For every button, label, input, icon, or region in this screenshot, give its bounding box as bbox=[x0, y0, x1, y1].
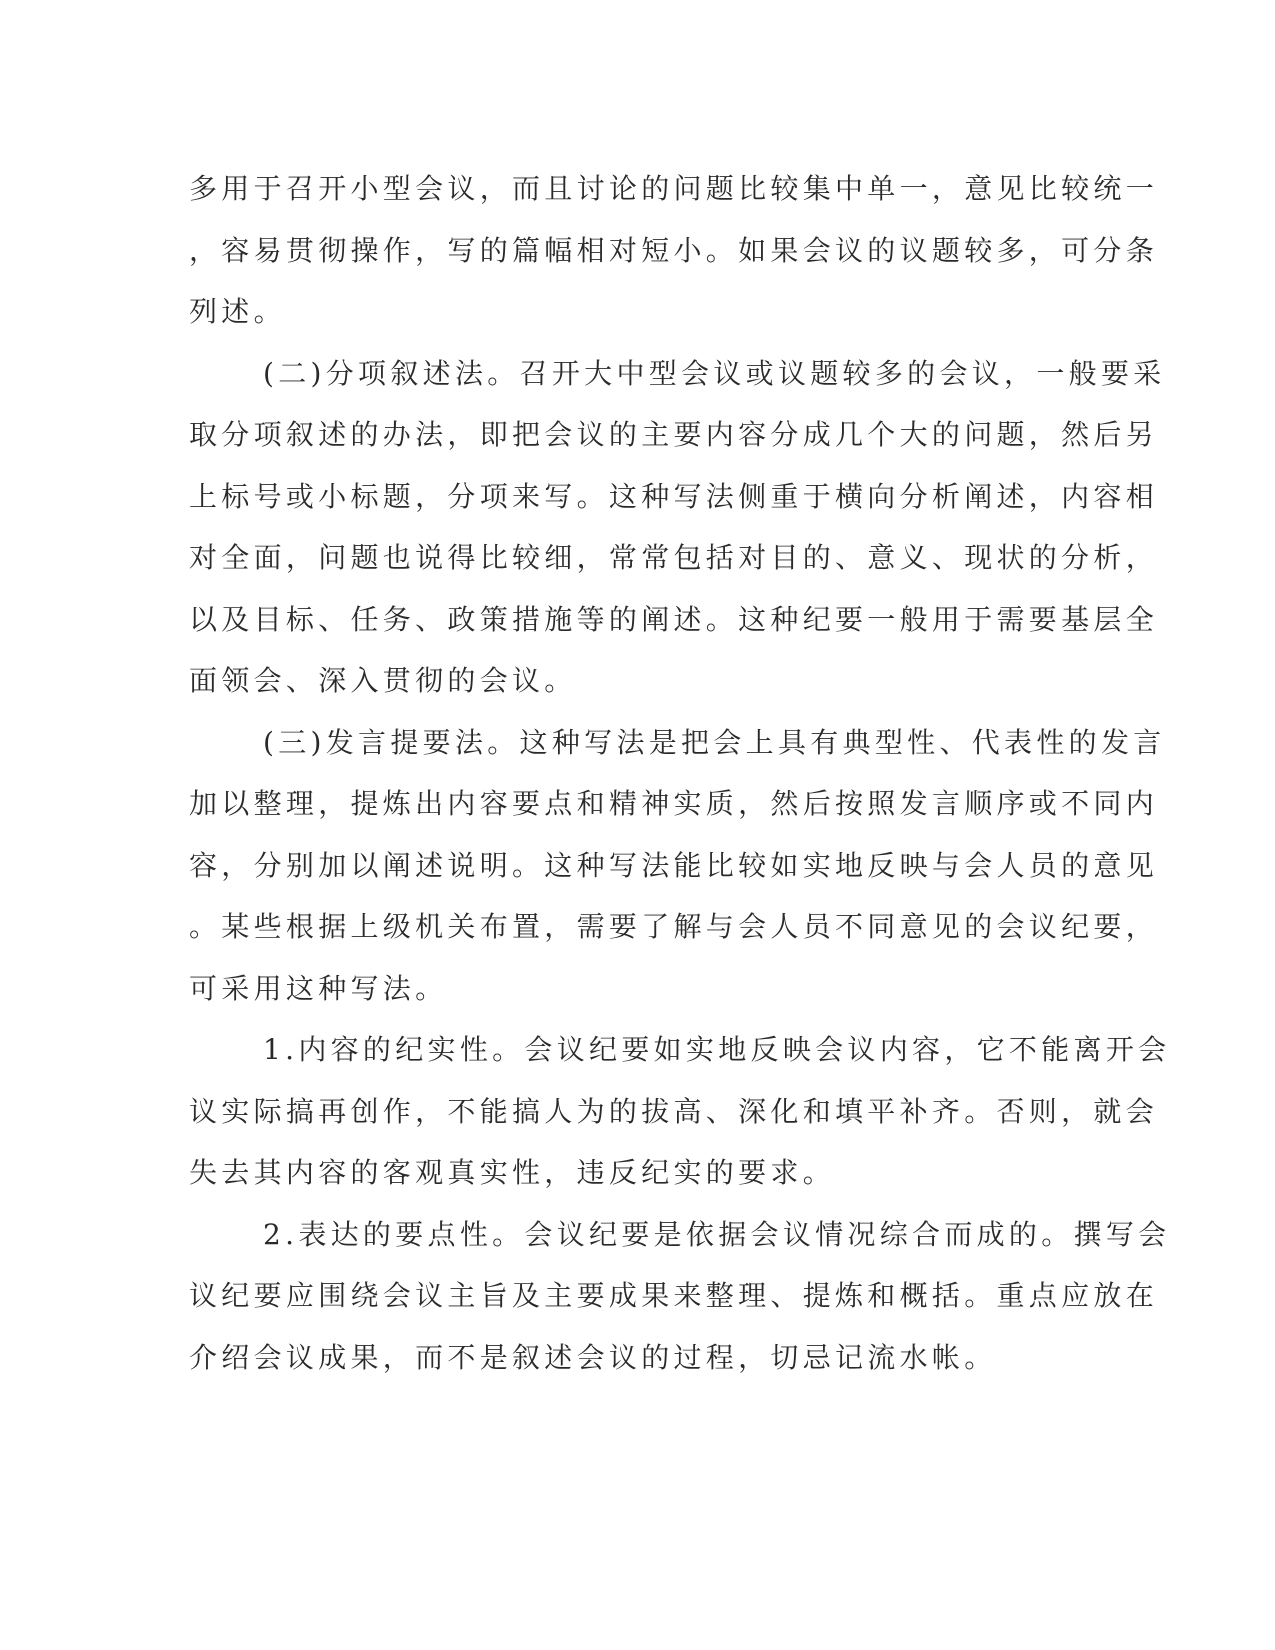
text-line: 取分项叙述的办法，即把会议的主要内容分成几个大的问题，然后另 bbox=[189, 418, 1159, 451]
text-line: 2.表达的要点性。会议纪要是依据会议情况综合而成的。撰写会 bbox=[263, 1217, 1171, 1251]
paragraph-5 bbox=[189, 1204, 1171, 1389]
text-line: 1.内容的纪实性。会议纪要如实地反映会议内容，它不能离开会 bbox=[263, 1033, 1171, 1066]
text-line: 对全面，问题也说得比较细，常常包括对目的、意义、现状的分析， bbox=[189, 541, 1159, 574]
text-line: 议纪要应围绕会议主旨及主要成果来整理、提炼和概括。重点应放在 bbox=[189, 1279, 1159, 1312]
text-line: 上标号或小标题，分项来写。这种写法侧重于横向分析阐述，内容相 bbox=[189, 479, 1159, 513]
document-body bbox=[189, 158, 1171, 1388]
text-line: (三)发言提要法。这种写法是把会上具有典型性、代表性的发言 bbox=[263, 725, 1166, 759]
paragraph-1 bbox=[189, 158, 1159, 343]
text-line: 议实际搞再创作，不能搞人为的拔高、深化和填平补齐。否则，就会 bbox=[189, 1094, 1159, 1128]
text-line: 失去其内容的客观真实性，违反纪实的要求。 bbox=[189, 1156, 836, 1189]
text-line: 以及目标、任务、政策措施等的阐述。这种纪要一般用于需要基层全 bbox=[189, 602, 1159, 636]
text-line: 。某些根据上级机关布置，需要了解与会人员不同意见的会议纪要， bbox=[189, 910, 1159, 943]
text-line: 介绍会议成果，而不是叙述会议的过程，切忌记流水帐。 bbox=[189, 1340, 997, 1374]
text-line: 面领会、深入贯彻的会议。 bbox=[189, 664, 577, 697]
text-line: ，容易贯彻操作，写的篇幅相对短小。如果会议的议题较多，可分条 bbox=[189, 233, 1159, 267]
paragraph-2 bbox=[189, 343, 1166, 712]
paragraph-3 bbox=[189, 712, 1166, 1020]
text-line: 加以整理，提炼出内容要点和精神实质，然后按照发言顺序或不同内 bbox=[189, 787, 1159, 820]
paragraph-4 bbox=[189, 1019, 1171, 1204]
text-line: (二)分项叙述法。召开大中型会议或议题较多的会议，一般要采 bbox=[263, 356, 1166, 390]
text-line: 容，分别加以阐述说明。这种写法能比较如实地反映与会人员的意见 bbox=[189, 848, 1159, 882]
text-line: 多用于召开小型会议，而且讨论的问题比较集中单一，意见比较统一 bbox=[189, 172, 1159, 205]
text-line: 列述。 bbox=[189, 295, 286, 328]
text-line: 可采用这种写法。 bbox=[189, 971, 448, 1005]
